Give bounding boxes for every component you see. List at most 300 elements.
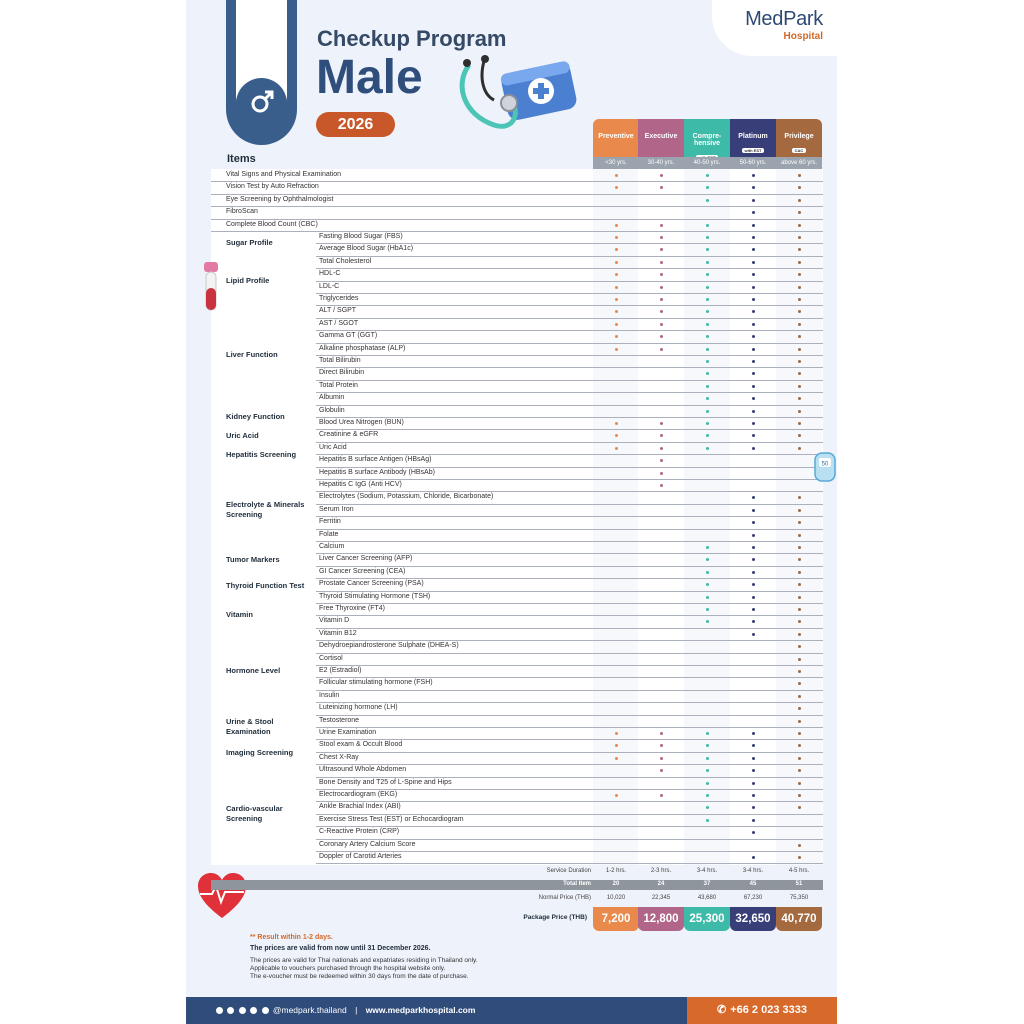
item-label: Average Blood Sugar (HbA1c)	[319, 245, 414, 253]
item-label: Calcium	[319, 543, 345, 550]
table-row	[319, 330, 377, 342]
item-label: E2 (Estradiol)	[319, 667, 362, 674]
logo-sub: Hospital	[783, 31, 823, 42]
item-label: Urine Examination	[319, 729, 377, 736]
poster	[186, 0, 837, 1024]
gender-title: Male	[316, 51, 423, 104]
row-divider	[316, 504, 823, 505]
table-row	[319, 442, 347, 454]
included-dot	[752, 546, 755, 549]
included-dot	[752, 608, 755, 611]
row-divider	[316, 442, 823, 443]
item-label: Follicular stimulating hormone (FSH)	[319, 679, 433, 687]
package-sub: CAC	[792, 148, 807, 153]
total-item-row-value: 37	[703, 881, 711, 887]
service-duration-row-value: 3-4 hrs.	[742, 868, 764, 874]
included-dot	[660, 224, 663, 227]
included-dot	[752, 298, 755, 301]
service-duration-row-value: 4-5 hrs.	[788, 868, 810, 874]
item-label: Hepatitis B surface Antibody (HBsAb)	[319, 468, 435, 476]
package-price-label: Package Price (THB)	[523, 914, 587, 921]
row-divider	[316, 305, 823, 306]
category-label: Urine & Stool Examination	[226, 717, 274, 736]
item-label: Exercise Stress Test (EST) or Echocardiogram	[319, 815, 464, 823]
included-dot	[798, 794, 801, 797]
item-label: Total Bilirubin	[319, 357, 361, 364]
service-duration-row-label: Service Duration	[546, 868, 591, 874]
table-row	[319, 615, 349, 627]
table-row	[319, 231, 403, 243]
package-age: 40-50 yrs.	[684, 157, 730, 169]
included-dot	[615, 794, 618, 797]
gender-ribbon	[226, 0, 297, 145]
category-label: Cardio-vascular Screening	[226, 803, 283, 823]
category-label: Sugar Profile	[226, 238, 273, 248]
table-row	[319, 578, 424, 590]
included-dot	[615, 348, 618, 351]
table-row	[319, 318, 358, 330]
included-dot	[660, 174, 663, 177]
item-label: Cortisol	[319, 654, 343, 662]
included-dot	[706, 261, 709, 264]
item-label: Creatinine & eGFR	[319, 431, 379, 439]
included-dot	[706, 596, 709, 599]
included-dot	[706, 224, 709, 227]
table-row	[319, 591, 430, 603]
included-dot	[798, 633, 801, 636]
category-label: Tumor Markers	[226, 554, 280, 564]
facebook-icon[interactable]	[227, 1007, 234, 1014]
terms-line-3: The e-voucher must be redeemed within 30 days from the date of purchase.	[250, 973, 469, 980]
table-row	[226, 169, 341, 181]
included-dot	[798, 224, 801, 227]
normal-price-row-value: 43,680	[697, 895, 717, 901]
row-divider	[316, 715, 823, 716]
included-dot	[660, 794, 663, 797]
included-dot	[706, 286, 709, 289]
service-duration-row-value: 3-4 hrs.	[696, 868, 718, 874]
total-item-row-value: 45	[749, 881, 757, 887]
included-dot	[706, 422, 709, 425]
item-label: Testosterone	[319, 716, 360, 724]
table-row	[319, 764, 406, 776]
table-row	[226, 194, 333, 206]
table-row	[319, 479, 402, 491]
item-label: Direct Bilirubin	[319, 369, 365, 377]
tiktok-icon[interactable]	[262, 1007, 269, 1014]
instagram-icon[interactable]	[239, 1007, 246, 1014]
package-price[interactable]: 40,770	[776, 907, 822, 931]
item-label: Vitamin B12	[319, 629, 357, 637]
table-row	[319, 541, 344, 553]
table-row	[319, 504, 354, 516]
included-dot	[752, 732, 755, 735]
website-link[interactable]: www.medparkhospital.com	[365, 1005, 476, 1015]
included-dot	[706, 782, 709, 785]
included-dot	[706, 174, 709, 177]
included-dot	[798, 509, 801, 512]
included-dot	[706, 323, 709, 326]
package-price[interactable]: 12,800	[638, 907, 684, 931]
included-dot	[706, 546, 709, 549]
included-dot	[660, 298, 663, 301]
included-dot	[752, 782, 755, 785]
service-duration-row-value: 1-2 hrs.	[605, 868, 627, 874]
row-divider	[316, 863, 823, 864]
table-row	[319, 801, 401, 813]
table-row	[319, 268, 340, 280]
item-label: Insulin	[319, 691, 340, 699]
included-dot	[660, 286, 663, 289]
included-dot	[798, 236, 801, 239]
included-dot	[706, 348, 709, 351]
category-label: Lipid Profile	[226, 275, 270, 285]
included-dot	[752, 633, 755, 636]
included-dot	[752, 286, 755, 289]
item-label: Bone Density and T25 of L-Spine and Hips	[319, 778, 452, 786]
package-header[interactable]	[638, 119, 684, 157]
category-label: Liver Function	[226, 350, 278, 359]
included-dot	[752, 422, 755, 425]
package-header[interactable]	[684, 119, 730, 157]
included-dot	[706, 410, 709, 413]
normal-price-row-value: 67,230	[743, 895, 763, 901]
package-age: 50-60 yrs.	[730, 157, 776, 169]
included-dot	[706, 608, 709, 611]
row-divider	[316, 367, 823, 368]
item-label: Doppler of Carotid Arteries	[319, 853, 402, 860]
included-dot	[660, 484, 663, 487]
item-label: Thyroid Stimulating Hormone (TSH)	[319, 592, 431, 600]
included-dot	[798, 856, 801, 859]
included-dot	[752, 794, 755, 797]
category-label: Thyroid Function Test	[226, 580, 305, 590]
included-dot	[706, 819, 709, 822]
glucose-meter-icon	[813, 451, 837, 485]
included-dot	[706, 794, 709, 797]
included-dot	[615, 224, 618, 227]
item-label: Coronary Artery Calcium Score	[319, 840, 416, 848]
included-dot	[752, 410, 755, 413]
included-dot	[660, 422, 663, 425]
included-dot	[798, 410, 801, 413]
footer-social	[216, 997, 475, 1024]
item-label: Stool exam & Occult Blood	[319, 741, 403, 749]
included-dot	[752, 348, 755, 351]
table-row	[319, 777, 452, 789]
item-label: Prostate Cancer Screening (PSA)	[319, 580, 424, 588]
item-label: Ferritin	[319, 518, 341, 526]
included-dot	[752, 199, 755, 202]
package-header[interactable]	[730, 119, 776, 157]
included-dot	[706, 757, 709, 760]
normal-price-row-value: 75,350	[789, 895, 809, 901]
table-row	[319, 380, 358, 392]
included-dot	[752, 534, 755, 537]
table-row	[319, 665, 361, 677]
row-divider	[316, 727, 823, 728]
category-label: Kidney Function	[226, 412, 285, 421]
row-divider	[316, 380, 823, 381]
package-name: Preventive	[598, 133, 634, 140]
table-row	[319, 491, 493, 503]
normal-price-row-value: 10,020	[606, 895, 626, 901]
package-price[interactable]: 25,300	[684, 907, 730, 931]
included-dot	[615, 286, 618, 289]
blood-tube-icon	[200, 262, 222, 317]
table-row	[319, 367, 364, 379]
package-price[interactable]: 32,650	[730, 907, 776, 931]
table-row	[319, 392, 344, 404]
package-price[interactable]: 7,200	[593, 907, 639, 931]
normal-price-row-value: 22,345	[651, 895, 671, 901]
table-row	[319, 640, 459, 652]
item-label: Globulin	[319, 406, 345, 414]
included-dot	[798, 695, 801, 698]
row-divider	[316, 690, 823, 691]
item-label: Total Protein	[319, 381, 358, 389]
included-dot	[660, 261, 663, 264]
table-row	[319, 752, 359, 764]
table-row	[319, 628, 357, 640]
phone-icon: ✆	[717, 1004, 727, 1016]
item-label: GI Cancer Screening (CEA)	[319, 567, 406, 575]
item-label: ALT / SGPT	[319, 307, 357, 315]
item-label: Folate	[319, 530, 339, 538]
validity-note: The prices are valid from now until 31 December 2026.	[250, 945, 431, 952]
logo-name: MedPark	[745, 8, 823, 30]
row-divider	[316, 355, 823, 356]
table-row	[319, 715, 359, 727]
included-dot	[798, 670, 801, 673]
included-dot	[798, 199, 801, 202]
package-name: Privilege	[784, 133, 814, 140]
row-divider	[316, 615, 823, 616]
terms-line-2: Applicable to vouchers purchased through the hospital website only.	[250, 965, 446, 972]
included-dot	[752, 757, 755, 760]
row-divider	[316, 293, 823, 294]
item-label: Uric Acid	[319, 443, 347, 451]
included-dot	[752, 509, 755, 512]
item-label: AST / SGOT	[319, 319, 359, 327]
table-row	[319, 789, 397, 801]
package-name: Compre-hensive	[692, 133, 722, 147]
package-sub: with EST	[742, 148, 765, 153]
table-row	[319, 814, 464, 826]
package-name: Platinum	[738, 133, 768, 140]
table-row	[319, 516, 341, 528]
category-label: Uric Acid	[226, 430, 259, 440]
package-age: above 60 yrs.	[776, 157, 822, 169]
included-dot	[615, 757, 618, 760]
item-label: Chest X-Ray	[319, 753, 359, 761]
item-label: Ultrasound Whole Abdomen	[319, 766, 407, 774]
table-row	[319, 851, 401, 863]
row-divider	[316, 541, 823, 542]
table-row	[319, 256, 371, 268]
social-handle[interactable]: @medpark.thailand	[272, 1005, 347, 1015]
table-row	[319, 566, 405, 578]
included-dot	[752, 447, 755, 450]
item-label: Electrolytes (Sodium, Potassium, Chloride, Bicarbonate)	[319, 493, 494, 501]
item-label: Triglycerides	[319, 295, 359, 302]
included-dot	[706, 236, 709, 239]
table-row	[319, 677, 433, 689]
row-divider	[316, 256, 823, 257]
table-row	[319, 417, 404, 429]
included-dot	[706, 199, 709, 202]
table-row	[319, 603, 385, 615]
item-label: Alkaline phosphatase (ALP)	[319, 344, 406, 352]
table-row	[319, 355, 361, 367]
table-row	[319, 529, 338, 541]
table-row	[319, 553, 412, 565]
item-label: Fasting Blood Sugar (FBS)	[319, 233, 403, 240]
program-title: Checkup Program	[317, 26, 507, 51]
glucose-meter-value: 50	[821, 461, 829, 468]
item-label: Hepatitis C IgG (Anti HCV)	[319, 481, 402, 488]
row-divider	[316, 516, 823, 517]
item-label: C-Reactive Protein (CRP)	[319, 828, 400, 836]
included-dot	[615, 732, 618, 735]
included-dot	[798, 174, 801, 177]
included-dot	[752, 856, 755, 859]
male-symbol-icon	[250, 88, 276, 114]
table-row	[319, 454, 431, 466]
included-dot	[798, 757, 801, 760]
included-dot	[798, 286, 801, 289]
row-divider	[316, 529, 823, 530]
table-row	[319, 839, 415, 851]
item-label: Hepatitis B surface Antigen (HBsAg)	[319, 456, 432, 464]
row-divider	[316, 405, 823, 406]
row-divider	[316, 653, 823, 654]
total-item-row-value: 20	[612, 881, 620, 887]
item-label: Vitamin D	[319, 617, 350, 625]
row-divider	[316, 665, 823, 666]
included-dot	[615, 422, 618, 425]
total-item-row-value: 51	[795, 881, 803, 887]
included-dot	[752, 385, 755, 388]
item-label: Vital Signs and Physical Examination	[226, 171, 342, 178]
item-label: Total Cholesterol	[319, 257, 372, 265]
terms-line-1: The prices are valid for Thai nationals and expatriates residing in Thailand only.	[250, 957, 478, 964]
included-dot	[660, 472, 663, 475]
line-icon[interactable]	[216, 1007, 223, 1014]
item-label: Electrocardiogram (EKG)	[319, 791, 398, 798]
included-dot	[660, 348, 663, 351]
row-divider	[316, 281, 823, 282]
included-dot	[660, 732, 663, 735]
row-divider	[316, 752, 823, 753]
category-label: Hormone Level	[226, 666, 281, 676]
item-label: Blood Urea Nitrogen (BUN)	[319, 419, 404, 426]
table-row	[319, 467, 435, 479]
category-label: Electrolyte & Minerals Screening	[226, 500, 305, 519]
item-label: FibroScan	[226, 208, 258, 216]
item-label: Free Thyroxine (FT4)	[319, 605, 385, 612]
included-dot	[752, 236, 755, 239]
package-age: <30 yrs.	[593, 157, 639, 169]
included-dot	[706, 360, 709, 363]
table-row	[319, 653, 343, 665]
item-label: Dehydroepiandrosterone Sulphate (DHEA-S)	[319, 642, 459, 650]
category-label: Vitamin	[226, 610, 253, 620]
item-label: Vision Test by Auto Refraction	[226, 183, 319, 191]
category-label: Hepatitis Screening	[226, 450, 297, 460]
item-label: LDL-C	[319, 282, 340, 290]
included-dot	[706, 385, 709, 388]
table-row	[319, 727, 376, 739]
table-row	[319, 305, 356, 317]
included-dot	[798, 385, 801, 388]
table-row	[319, 281, 339, 293]
included-dot	[798, 596, 801, 599]
row-divider	[211, 231, 823, 232]
included-dot	[798, 534, 801, 537]
item-label: Luteinizing hormone (LH)	[319, 704, 398, 712]
total-item-row-label: Total Item	[563, 881, 591, 887]
included-dot	[752, 261, 755, 264]
items-header: Items	[227, 153, 256, 165]
package-header[interactable]	[593, 119, 639, 157]
row-divider	[316, 429, 823, 430]
checkup-table	[211, 169, 823, 865]
item-label: Serum Iron	[319, 505, 354, 513]
logo[interactable]	[712, 0, 837, 56]
table-row	[319, 243, 413, 255]
included-dot	[660, 447, 663, 450]
table-row	[319, 405, 345, 417]
phone-number[interactable]	[687, 997, 837, 1024]
included-dot	[798, 261, 801, 264]
included-dot	[615, 174, 618, 177]
footer	[186, 997, 837, 1024]
included-dot	[798, 447, 801, 450]
row-divider	[316, 268, 823, 269]
item-label: Complete Blood Count (CBC)	[226, 220, 318, 228]
included-dot	[798, 546, 801, 549]
included-dot	[706, 571, 709, 574]
included-dot	[660, 757, 663, 760]
total-item-row-value: 24	[657, 881, 665, 887]
item-label: Eye Screening by Ophthalmologist	[226, 195, 334, 203]
item-label: Liver Cancer Screening (AFP)	[319, 555, 413, 563]
included-dot	[798, 720, 801, 723]
year-badge: 2026	[316, 112, 395, 137]
package-header[interactable]	[776, 119, 822, 157]
table-row	[226, 219, 318, 231]
category-label: Imaging Screening	[226, 748, 294, 757]
table-row	[319, 343, 405, 355]
stethoscope-medical-kit-icon	[449, 55, 589, 145]
included-dot	[615, 261, 618, 264]
footer-separator: |	[355, 1005, 358, 1015]
table-row	[319, 690, 339, 702]
item-label: Gamma GT (GGT)	[319, 332, 378, 340]
included-dot	[706, 732, 709, 735]
table-row	[319, 429, 378, 441]
package-age: 30-40 yrs.	[638, 157, 684, 169]
table-row	[319, 293, 358, 305]
included-dot	[798, 323, 801, 326]
row-divider	[316, 318, 823, 319]
table-row	[319, 826, 399, 838]
row-divider	[211, 206, 823, 207]
included-dot	[706, 447, 709, 450]
youtube-icon[interactable]	[250, 1007, 257, 1014]
included-dot	[752, 596, 755, 599]
